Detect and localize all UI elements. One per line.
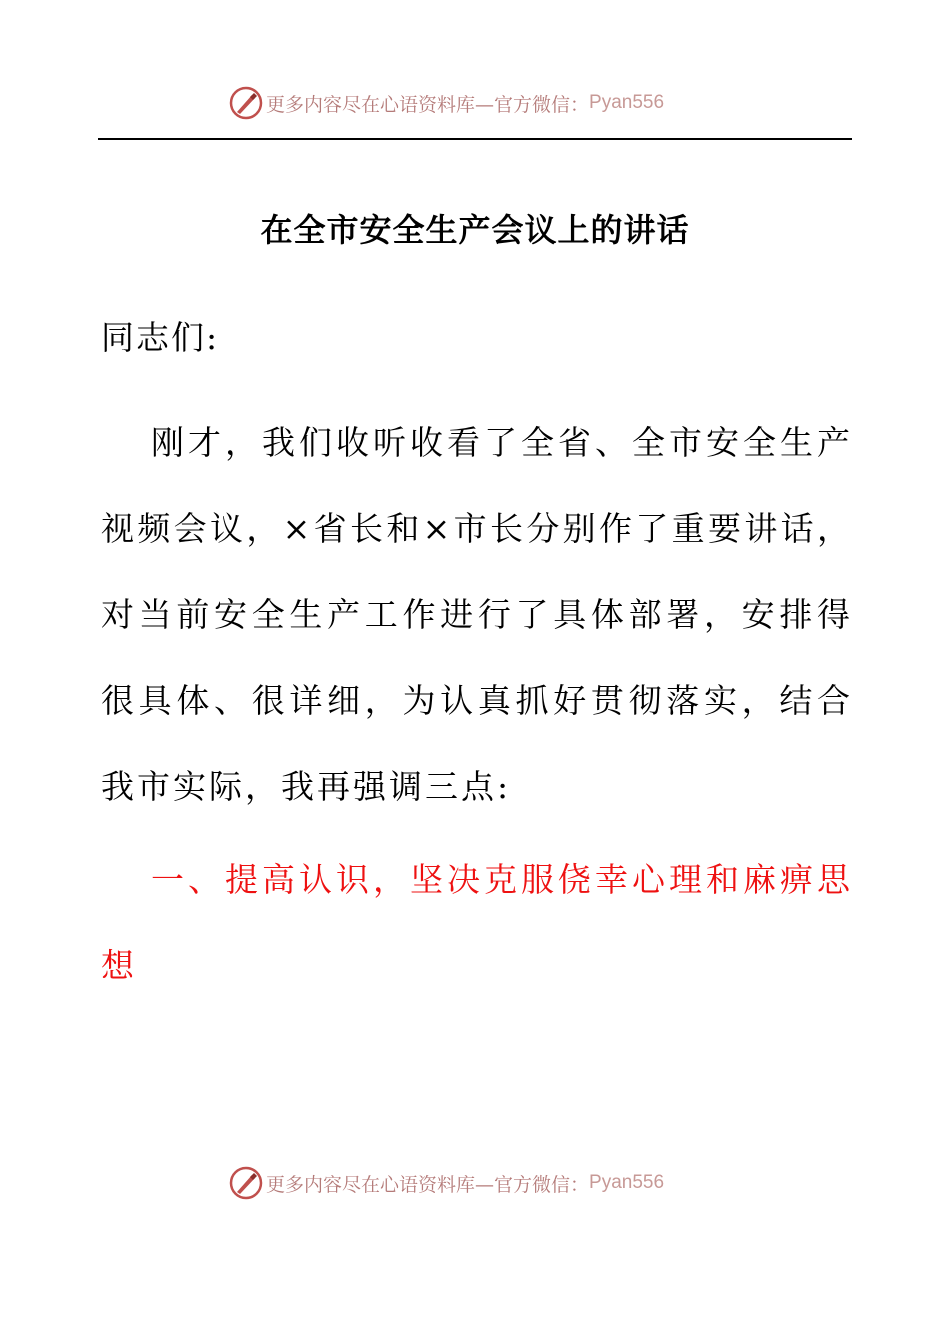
footer-banner bbox=[228, 1163, 728, 1203]
pen-logo-icon bbox=[228, 1165, 264, 1201]
header-banner bbox=[228, 83, 728, 123]
footer-banner-text: 更多内容尽在心语资料库—官方微信： bbox=[266, 1173, 590, 1196]
header-divider bbox=[98, 138, 852, 140]
section-heading: 一、提高认识，坚决克服侥幸心理和麻痹思想 bbox=[101, 860, 853, 985]
footer-wechat-id: Pyan556 bbox=[589, 1172, 665, 1193]
header-banner-text: 更多内容尽在心语资料库—官方微信： bbox=[266, 93, 590, 116]
header-wechat-id: Pyan556 bbox=[589, 92, 665, 113]
body-paragraph: 刚才，我们收听收看了全省、全市安全生产视频会议，×省长和×市长分别作了重要讲话，对当前安全生产工作进行了具体部署，安排得很具体、很详细，为认真抓好贯彻落实，结合我市实际，我再强调三点: bbox=[101, 423, 853, 806]
salutation: 同志们: bbox=[101, 318, 220, 357]
document-title: 在全市安全生产会议上的讲话 bbox=[260, 211, 690, 249]
pen-logo-icon bbox=[228, 85, 264, 121]
